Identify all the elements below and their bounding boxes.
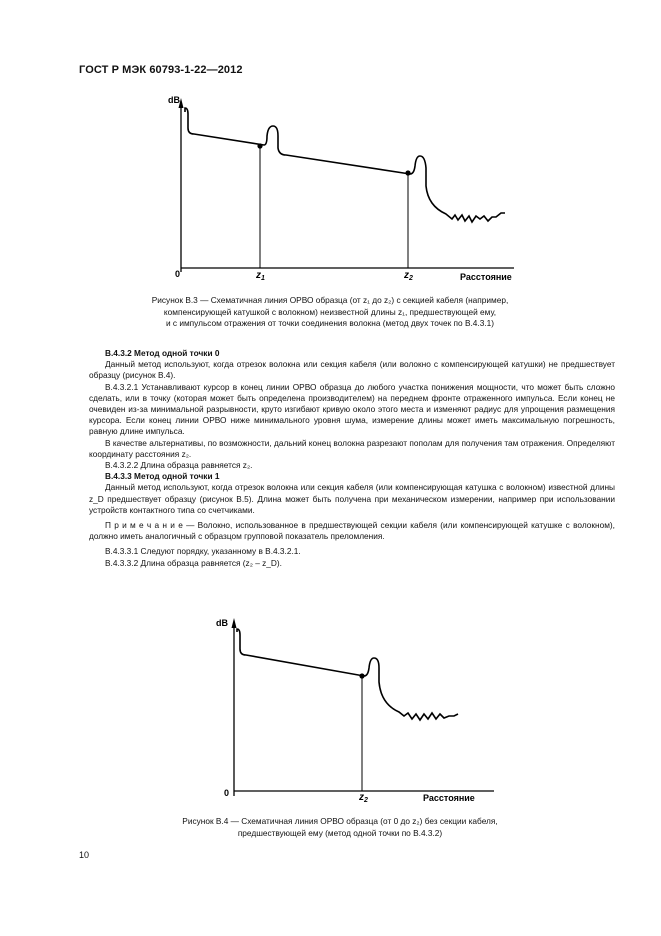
- otdr-trace: [237, 629, 458, 720]
- y-axis-arrow: [232, 618, 237, 628]
- figure-b3-caption: Рисунок В.3 — Схематичная линия ОРВО образца (от z₁ до z₂) с секцией кабеля (например, компенсирующей катушкой с волокном) неизвестной длины z₁, предшествующей ему, и с импульсом отражения от точки соединения волокна (метод двух точек по В.4.3.1): [151, 295, 509, 328]
- section-b4-3-3: В.4.3.3 Метод одной точки 1: [105, 471, 220, 482]
- z2-point: [405, 170, 410, 175]
- origin-label: 0: [224, 788, 230, 798]
- y-axis-label: dB: [216, 618, 228, 628]
- document-header: ГОСТ Р МЭК 60793-1-22—2012: [79, 64, 243, 76]
- y-axis-label: dB: [168, 95, 180, 105]
- figure-b4: [0, 600, 661, 810]
- z2-label: $z_2$: [359, 792, 368, 804]
- section-b4-3-2: В.4.3.2 Метод одной точки 0: [105, 348, 220, 358]
- origin-label: 0: [175, 269, 181, 279]
- x-axis-label: Расстояние: [423, 793, 475, 803]
- figure-b3: [0, 0, 661, 340]
- z1-point: [257, 143, 262, 148]
- page-number: 10: [79, 850, 90, 860]
- body-text: В.4.3.2 Метод одной точки 0 Данный метод используют, когда отрезок волокна или секция кабеля (или волокно с компенсирующей катушки) не предшествует образцу (рисунок В.4). В.4.3.2.1 Устанавливают курсор в конец линии ОРВО образца до любого участка понижения мощности, что может быть сложно сделать, или в точку (которая может быть определена производителем) на переднем фронте отраженного импульса. Если конец не очевиден из-за минимальной разрывности, круто изгибают кривую около этого места и изменяют радиус для упрощения размещения курсора. Если конец линии ОРВО ниже минимального уровня шума, измерение длины может иметь максимальную погрешность, равную длине импульса. В качестве альтернативы, по возможности, дальний конец волокна разрезают пополам для получения там отражения. Определяют координату расстояния z₂. В.4.3.2.2 Длина образца равняется z₂. В.4.3.3 Метод одной точки 1 Данный метод используют, когда отрезок волокна или секция кабеля (или компенсирующая катушка с волокном) известной длины z_D предшествует образцу (рисунок В.5). Длина может быть получена при механическом измерении, например при использовании устройств контактного типа со счетчиками. П р и м е ч а н и е — Волокно, использованное в предшествующей секции кабеля (или компенсирующей катушке с волокном), должно иметь аналогичный с образцом групповой показатель преломления. В.4.3.3.1 Следуют порядку, указанному в В.4.3.2.1. В.4.3.3.2 Длина образца равняется (z₂ – z_D).: [89, 348, 615, 568]
- otdr-trace: [185, 108, 505, 222]
- note: П р и м е ч а н и е — Волокно, использованное в предшествующей секции кабеля (или компенсирующей катушке с волокном), должно иметь аналогичный с образцом групповой показатель преломления.: [89, 520, 615, 542]
- z2-label: $z_2$: [404, 270, 413, 282]
- x-axis-label: Расстояние: [460, 272, 512, 282]
- z1-label: $z_1$: [256, 270, 265, 282]
- figure-b4-caption: Рисунок В.4 — Схематичная линия ОРВО образца (от 0 до z₂) без секции кабеля, предшествующей ему (метод одной точки по В.4.3.2): [182, 816, 498, 838]
- z2-point: [359, 673, 364, 678]
